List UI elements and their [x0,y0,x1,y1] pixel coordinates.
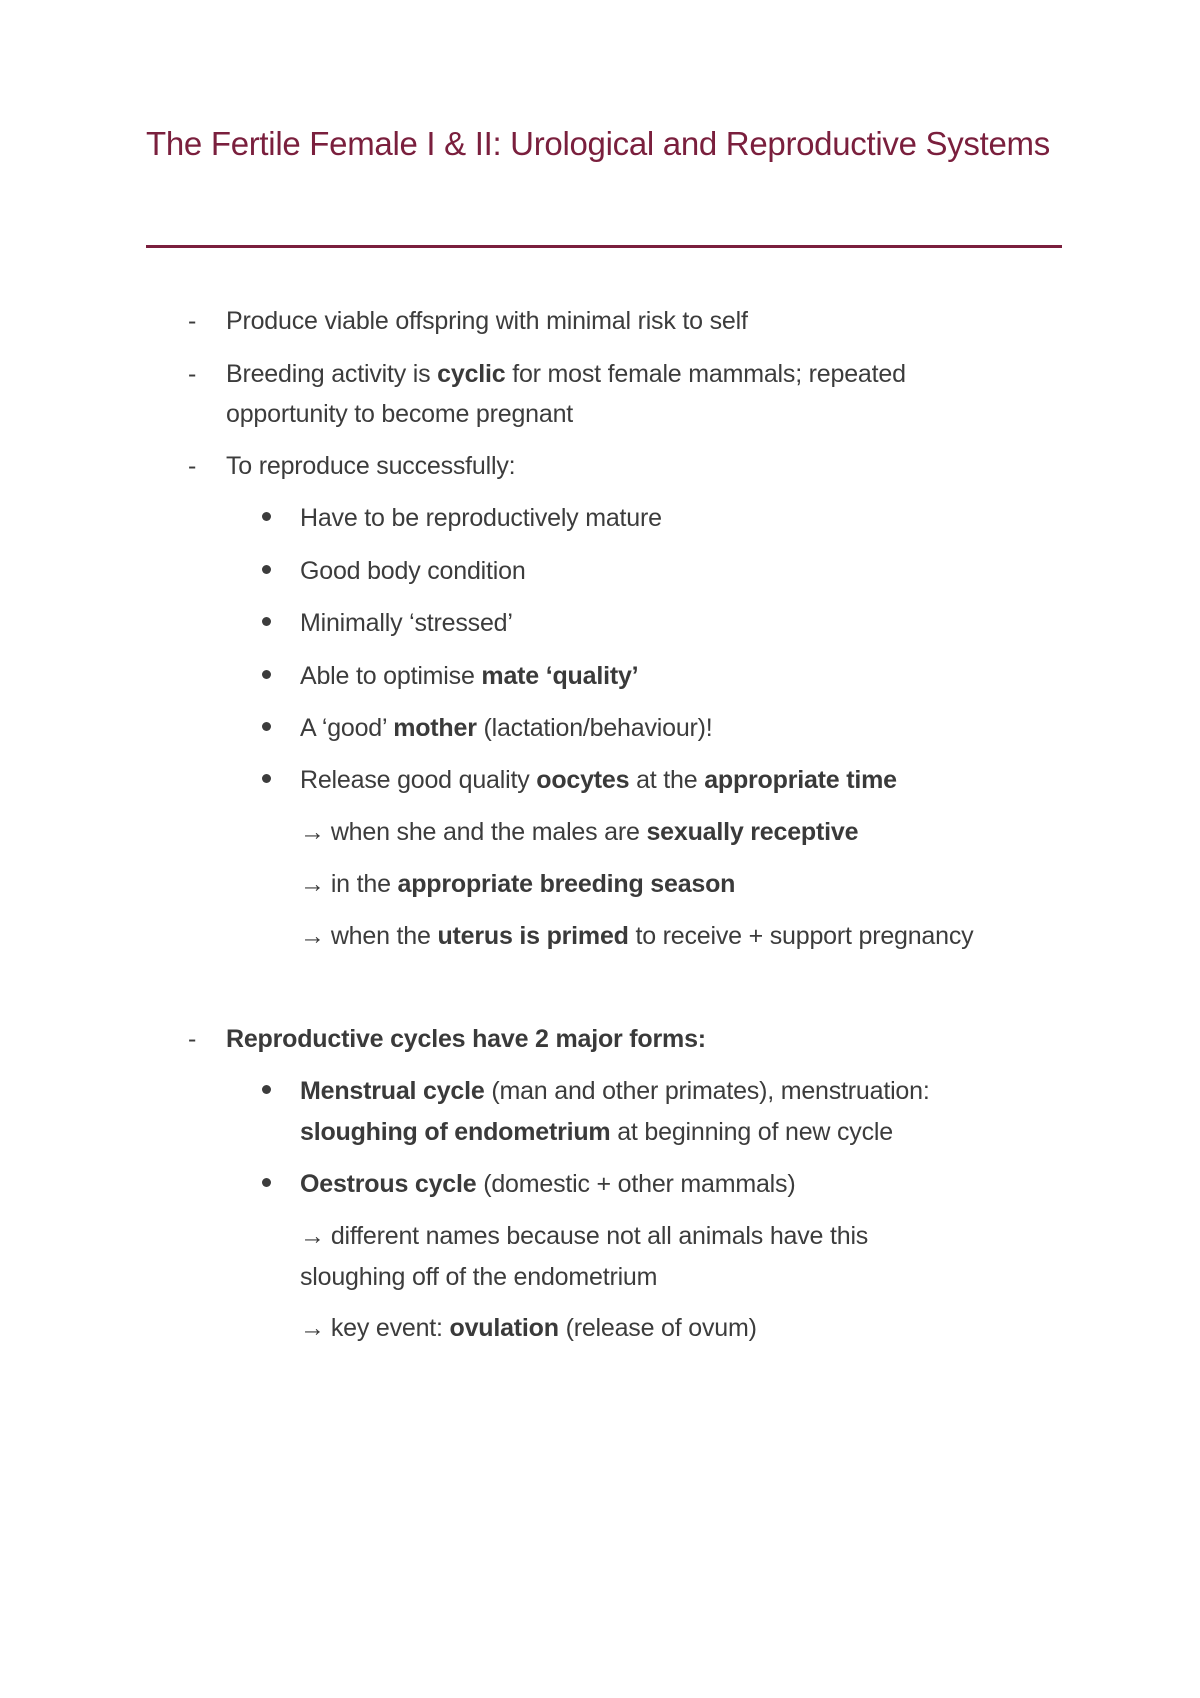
mother-text-post: (lactation/behaviour)! [476,714,713,742]
arrow-item-receptive [300,812,858,852]
list-item-to-reproduce: To reproduce successfully: [226,452,516,480]
list-item-breeding [226,354,906,394]
mate-text: Able to optimise [300,662,482,690]
arrow-text: when the [330,922,438,950]
arrow-item-different-names-line2: sloughing off of the endometrium [300,1263,658,1291]
menstrual-line2-bold: sloughing of endometrium [300,1118,611,1146]
mother-text: A ‘good’ [300,714,394,742]
arrow-item-different-names [300,1216,868,1256]
sub-item-stressed: Minimally ‘stressed’ [300,609,513,637]
dash-marker: - [188,452,197,480]
sub-item-release [300,760,897,800]
sub-item-body: Good body condition [300,557,526,585]
arrow-text-post: to receive + support pregnancy [628,922,974,950]
arrow-bold: uterus is primed [437,922,629,950]
arrow-text: in the [330,870,398,898]
arrow-text-post: (release of ovum) [558,1314,757,1342]
bullet-dot [262,1085,271,1094]
arrow-bold: appropriate breeding season [397,870,736,898]
breeding-text: Breeding activity is [226,360,438,388]
arrow-text: when she and the males are [330,818,647,846]
list-item-cycles-heading [226,1019,706,1059]
arrow-bold: sexually receptive [646,818,859,846]
sub-item-menstrual-line2 [300,1112,893,1152]
sub-item-oestrous [300,1164,795,1204]
bullet-dot [262,670,271,679]
bullet-dot [262,774,271,783]
dash-marker: - [188,360,197,388]
arrow-text: different names because not all animals have this [330,1222,869,1250]
title-underline [146,245,1062,248]
list-item-produce: Produce viable offspring with minimal risk to self [226,307,748,335]
arrow-icon: → [300,1314,325,1342]
arrow-item-ovulation [300,1308,757,1348]
oestrous-text: (domestic + other mammals) [476,1170,796,1198]
oestrous-bold: Oestrous cycle [300,1170,477,1198]
bullet-dot [262,565,271,574]
dash-marker: - [188,307,197,335]
release-bold-time: appropriate time [704,766,897,794]
breeding-text-post: for most female mammals; repeated [505,360,906,388]
mother-bold: mother [393,714,477,742]
sub-item-mother [300,708,713,748]
breeding-bold: cyclic [437,360,506,388]
mate-bold: mate ‘quality’ [481,662,639,690]
cycles-heading-bold: Reproductive cycles have 2 major forms: [226,1025,706,1053]
arrow-text: key event: [330,1314,450,1342]
bullet-dot [262,722,271,731]
arrow-icon: → [300,818,325,846]
arrow-icon: → [300,1222,325,1250]
sub-item-menstrual [300,1071,930,1111]
arrow-item-season [300,864,735,904]
bullet-dot [262,512,271,521]
menstrual-line2-text: at beginning of new cycle [610,1118,893,1146]
dash-marker: - [188,1025,197,1053]
list-item-breeding-line2: opportunity to become pregnant [226,400,574,428]
release-bold-oocytes: oocytes [536,766,630,794]
release-text-mid: at the [629,766,705,794]
arrow-item-uterus [300,916,973,956]
arrow-icon: → [300,922,325,950]
bullet-dot [262,617,271,626]
sub-item-mature: Have to be reproductively mature [300,504,662,532]
sub-item-mate [300,656,638,696]
bullet-dot [262,1178,271,1187]
page-title: The Fertile Female I & II: Urological and Reproductive Systems [146,125,1050,162]
arrow-bold: ovulation [449,1314,559,1342]
arrow-icon: → [300,870,325,898]
menstrual-bold: Menstrual cycle [300,1077,485,1105]
release-text: Release good quality [300,766,537,794]
menstrual-text: (man and other primates), menstruation: [484,1077,930,1105]
